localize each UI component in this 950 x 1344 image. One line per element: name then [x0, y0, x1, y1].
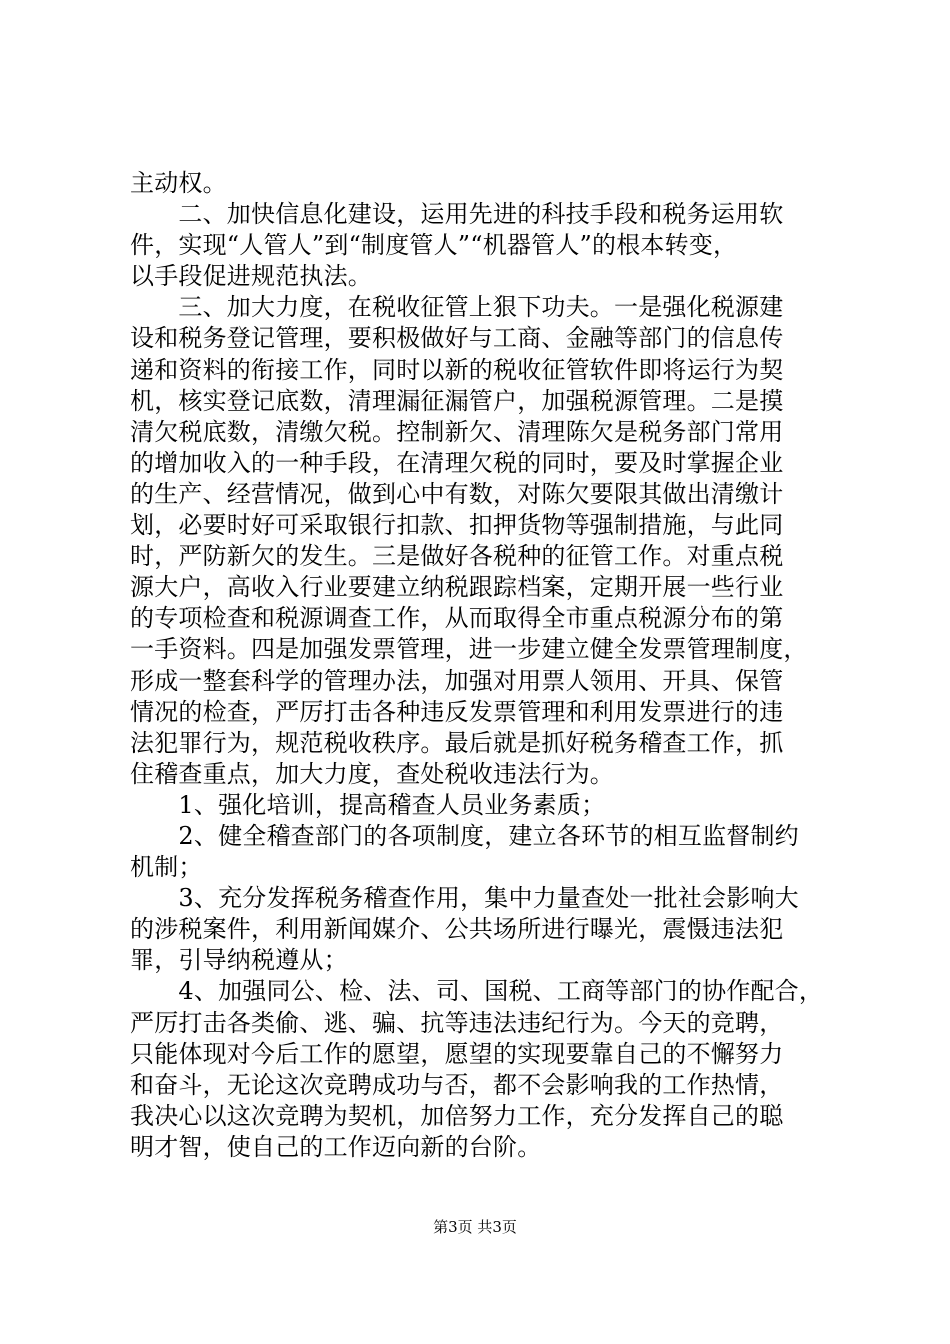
text-line: 和奋斗，无论这次竞聘成功与否，都不会影响我的工作热情， [130, 1070, 784, 1099]
text-line: 以手段促进规范执法。 [130, 262, 372, 291]
text-line: 划，必要时好可采取银行扣款、扣押货物等强制措施，与此同 [130, 511, 784, 540]
page-footer: 第3页 共3页 [433, 1218, 517, 1236]
text-line: 只能体现对今后工作的愿望，愿望的实现要靠自己的不懈努力 [130, 1039, 784, 1068]
text-line: 的专项检查和税源调查工作，从而取得全市重点税源分布的第 [130, 604, 784, 633]
text-line: 形成一整套科学的管理办法，加强对用票人领用、开具、保管 [130, 666, 784, 695]
text-line: 机制； [130, 853, 203, 882]
text-line: 源大户，高收入行业要建立纳税跟踪档案，定期开展一些行业 [130, 573, 784, 602]
text-line: 住稽查重点，加大力度，查处税收违法行为。 [130, 759, 614, 788]
text-line: 4、加强同公、检、法、司、国税、工商等部门的协作配合， [130, 977, 824, 1006]
text-line: 的增加收入的一种手段，在清理欠税的同时，要及时掌握企业 [130, 448, 784, 477]
text-line: 一手资料。四是加强发票管理，进一步建立健全发票管理制度， [130, 635, 808, 664]
text-line: 机，核实登记底数，清理漏征漏管户，加强税源管理。二是摸 [130, 386, 784, 415]
text-line: 罪，引导纳税遵从； [130, 946, 348, 975]
text-line: 三、加大力度，在税收征管上狠下功夫。一是强化税源建 [130, 293, 784, 322]
text-line: 3、充分发挥税务稽查作用，集中力量查处一批社会影响大 [130, 884, 799, 913]
text-line: 时，严防新欠的发生。三是做好各税种的征管工作。对重点税 [130, 542, 784, 571]
text-line: 法犯罪行为，规范税收秩序。最后就是抓好税务稽查工作，抓 [130, 728, 784, 757]
text-line: 二、加快信息化建设，运用先进的科技手段和税务运用软 [130, 200, 784, 229]
text-line: 的生产、经营情况，做到心中有数，对陈欠要限其做出清缴计 [130, 479, 784, 508]
text-line: 件，实现“人管人”到“制度管人”“机器管人”的根本转变， [130, 231, 738, 260]
text-line: 情况的检查，严厉打击各种违反发票管理和利用发票进行的违 [130, 697, 784, 726]
text-line: 的涉税案件，利用新闻媒介、公共场所进行曝光，震慑违法犯 [130, 915, 784, 944]
text-line: 递和资料的衔接工作，同时以新的税收征管软件即将运行为契 [130, 355, 784, 384]
text-line: 2、健全稽查部门的各项制度，建立各环节的相互监督制约 [130, 821, 799, 850]
text-line: 设和税务登记管理，要积极做好与工商、金融等部门的信息传 [130, 324, 784, 353]
text-line: 我决心以这次竞聘为契机，加倍努力工作，充分发挥自己的聪 [130, 1101, 784, 1130]
text-line: 主动权。 [130, 169, 227, 197]
body-text [130, 168, 830, 1163]
text-line: 严厉打击各类偷、逃、骗、抗等违法违纪行为。今天的竞聘， [130, 1008, 784, 1037]
text-line: 1、强化培训，提高稽查人员业务素质； [130, 790, 606, 819]
text-line: 明才智，使自己的工作迈向新的台阶。 [130, 1132, 542, 1161]
text-line: 清欠税底数，清缴欠税。控制新欠、清理陈欠是税务部门常用 [130, 417, 784, 446]
